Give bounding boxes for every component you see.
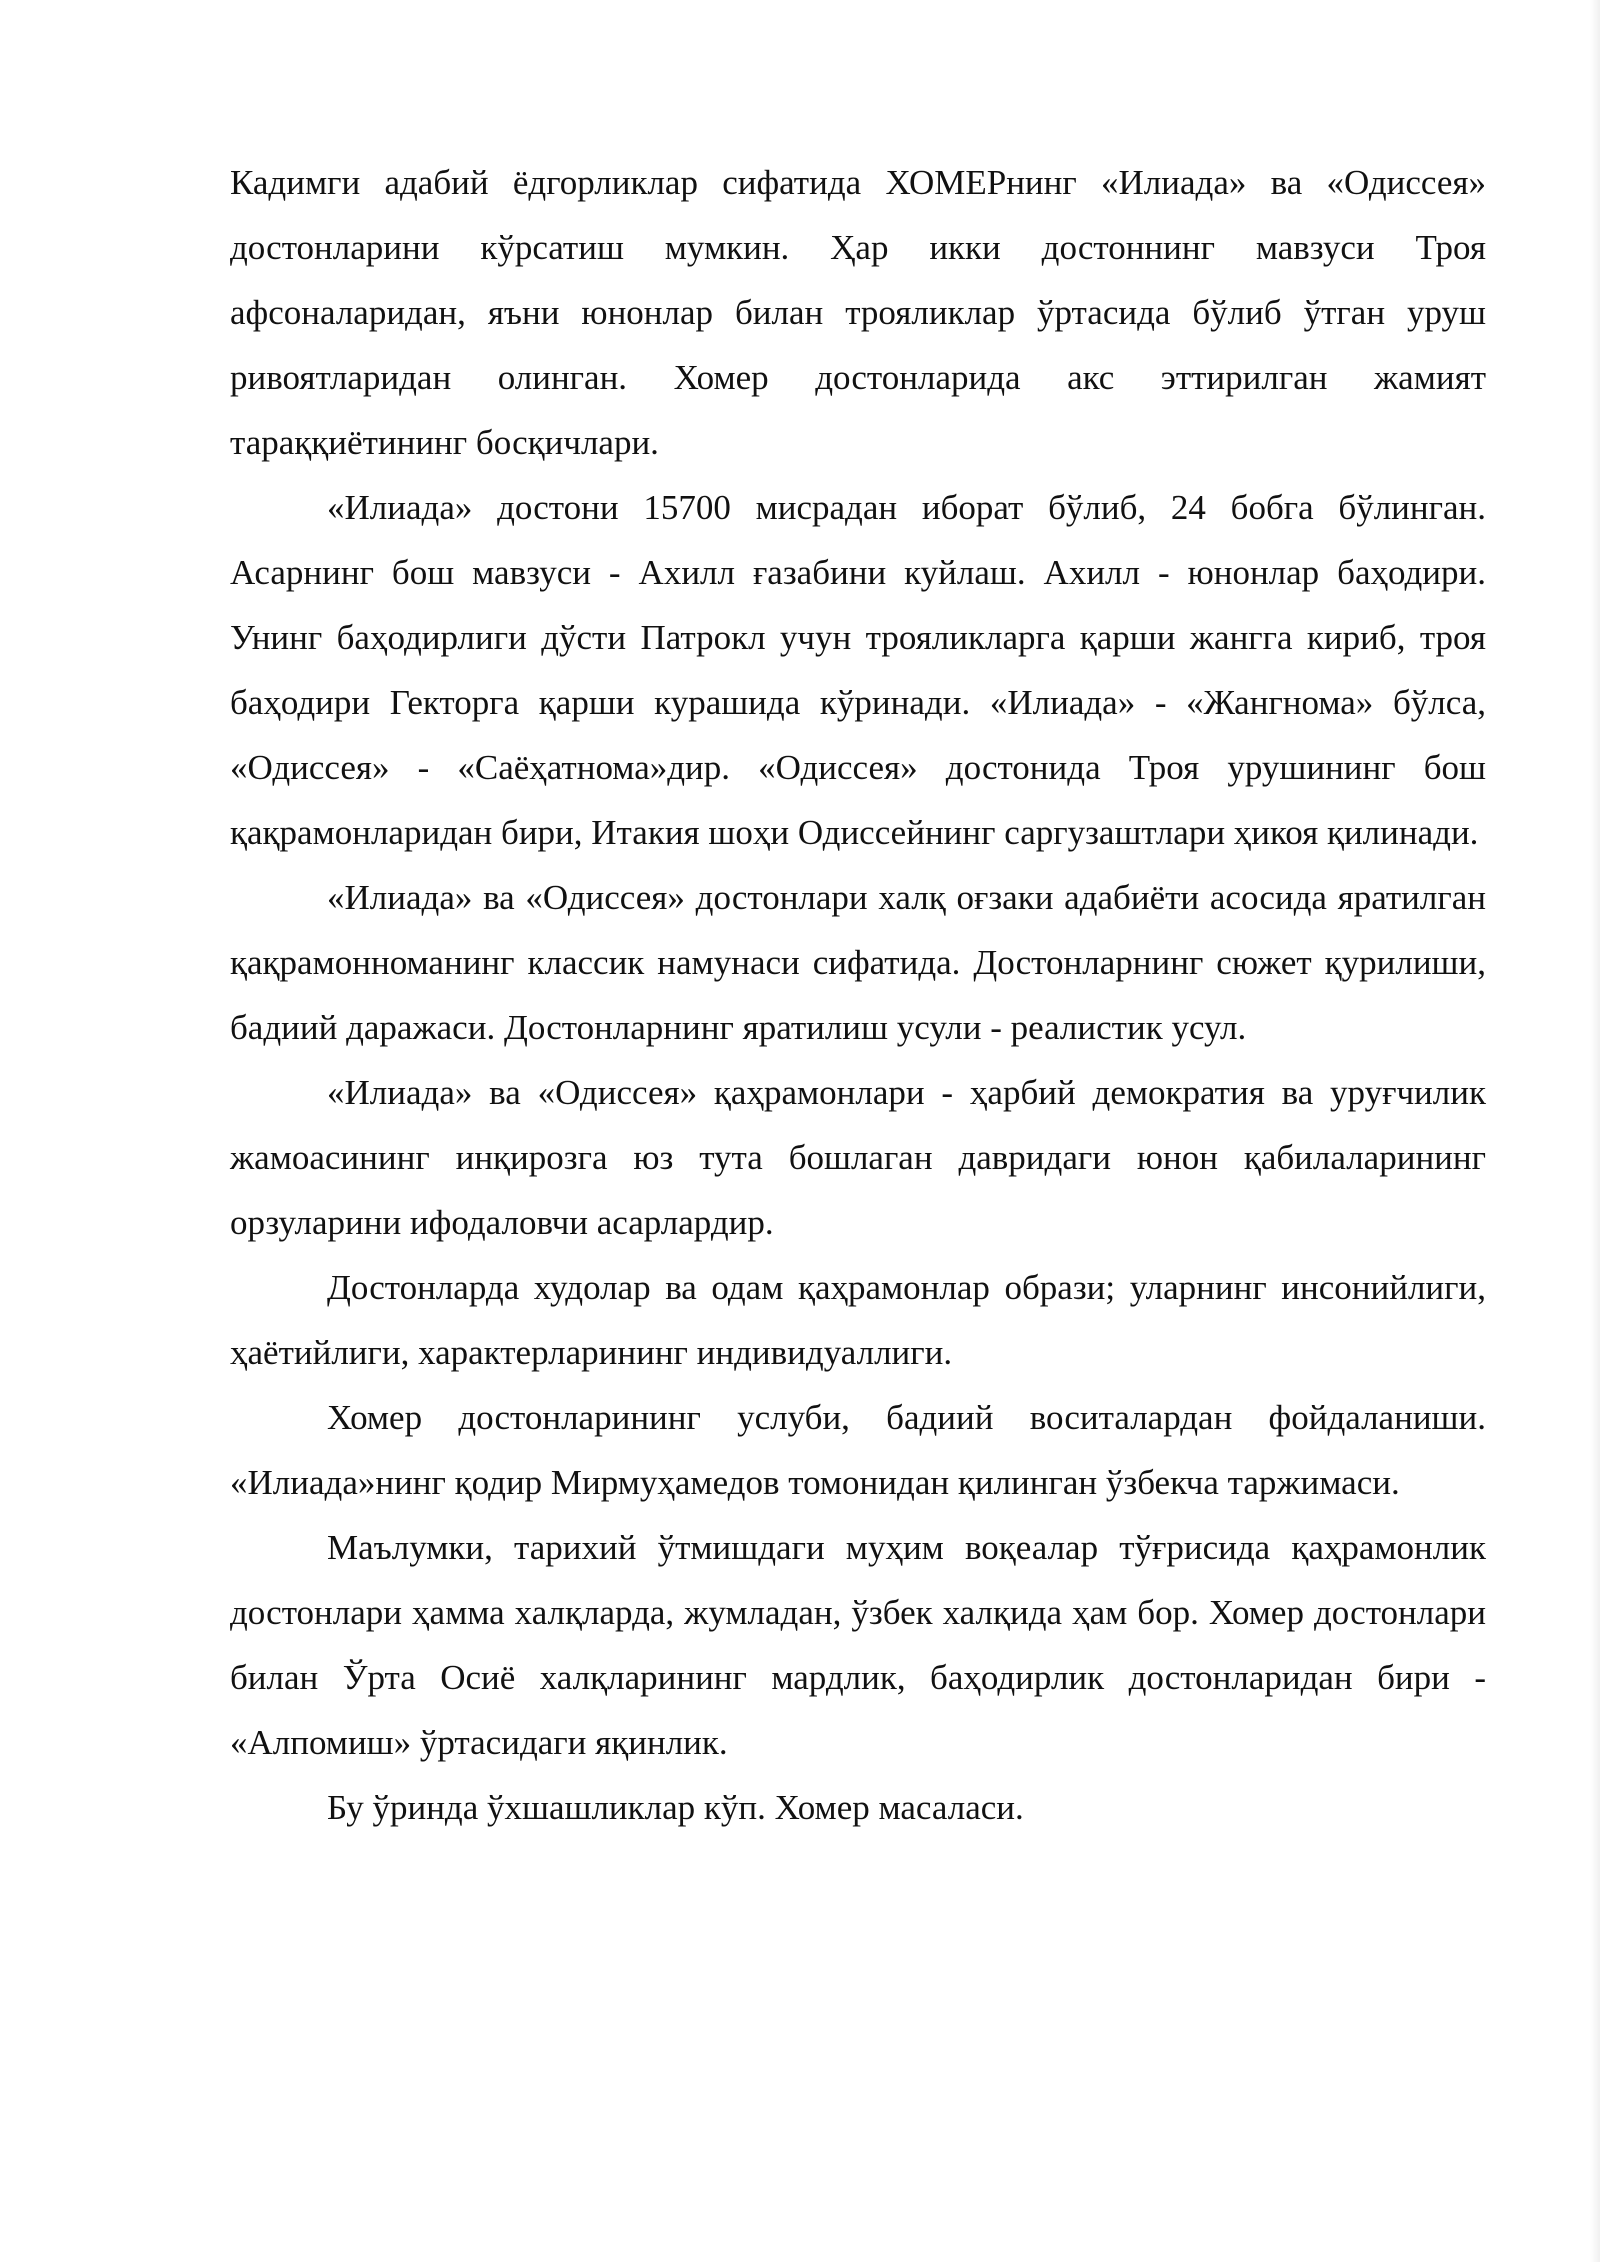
document-body (230, 150, 1486, 1840)
paragraph-4: «Илиада» ва «Одиссея» қаҳрамонлари - ҳарбий демократия ва уруғчилик жамоасининг инқирозга юз тута бошлаган давридаги юнон қабилаларининг орзуларини ифодаловчи асарлардир. (230, 1073, 1486, 1242)
paragraph-8: Бу ўринда ўхшашликлар кўп. Хомер масаласи. (327, 1788, 1024, 1827)
page-edge-shadow (1590, 0, 1600, 2262)
paragraph-7: Маълумки, тарихий ўтмишдаги муҳим воқеалар тўғрисида қаҳрамонлик достонлари ҳамма халқларда, жумладан, ўзбек халқида ҳам бор. Хомер достонлари билан Ўрта Осиё халқларининг мардлик, баҳодирлик достонларидан бири - «Алпомиш» ўртасидаги яқинлик. (230, 1528, 1486, 1762)
paragraph-6: Хомер достонларининг услуби, бадиий воситалардан фойдаланиши. «Илиада»нинг қодир Мирмуҳамедов томонидан қилинган ўзбекча таржимаси. (230, 1398, 1486, 1502)
paragraph-1: Кадимги адабий ёдгорликлар сифатида ХОМЕРнинг «Илиада» ва «Одиссея» достонларини кўрсатиш мумкин. Ҳар икки достоннинг мавзуси Троя афсоналаридан, яъни юнонлар билан трояликлар ўртасида бўлиб ўтган уруш ривоятларидан олинган. Хомер достонларида акс эттирилган жамият тараққиётининг босқичлари. (230, 163, 1486, 462)
paragraph-3: «Илиада» ва «Одиссея» достонлари халқ оғзаки адабиёти асосида яратилган қақрамонноманинг классик намунаси сифатида. Достонларнинг сюжет қурилиши, бадиий даражаси. Достонларнинг яратилиш усули - реалистик усул. (230, 878, 1486, 1047)
paragraph-2: «Илиада» достони 15700 мисрадан иборат бўлиб, 24 бобга бўлинган. Асарнинг бош мавзуси - Ахилл ғазабини куйлаш. Ахилл - юнонлар баҳодири. Унинг баҳодирлиги дўсти Патрокл учун трояликларга қарши жангга кириб, троя баҳодири Гекторга қарши курашида кўринади. «Илиада» - «Жангнома» бўлса, «Одиссея» - «Саёҳатнома»дир. «Одиссея» достонида Троя урушининг бош қақрамонларидан бири, Итакия шоҳи Одиссейнинг саргузаштлари ҳикоя қилинади. (230, 488, 1486, 852)
paragraph-5: Достонларда худолар ва одам қаҳрамонлар образи; уларнинг инсонийлиги, ҳаётийлиги, характерларининг индивидуаллиги. (230, 1268, 1486, 1372)
